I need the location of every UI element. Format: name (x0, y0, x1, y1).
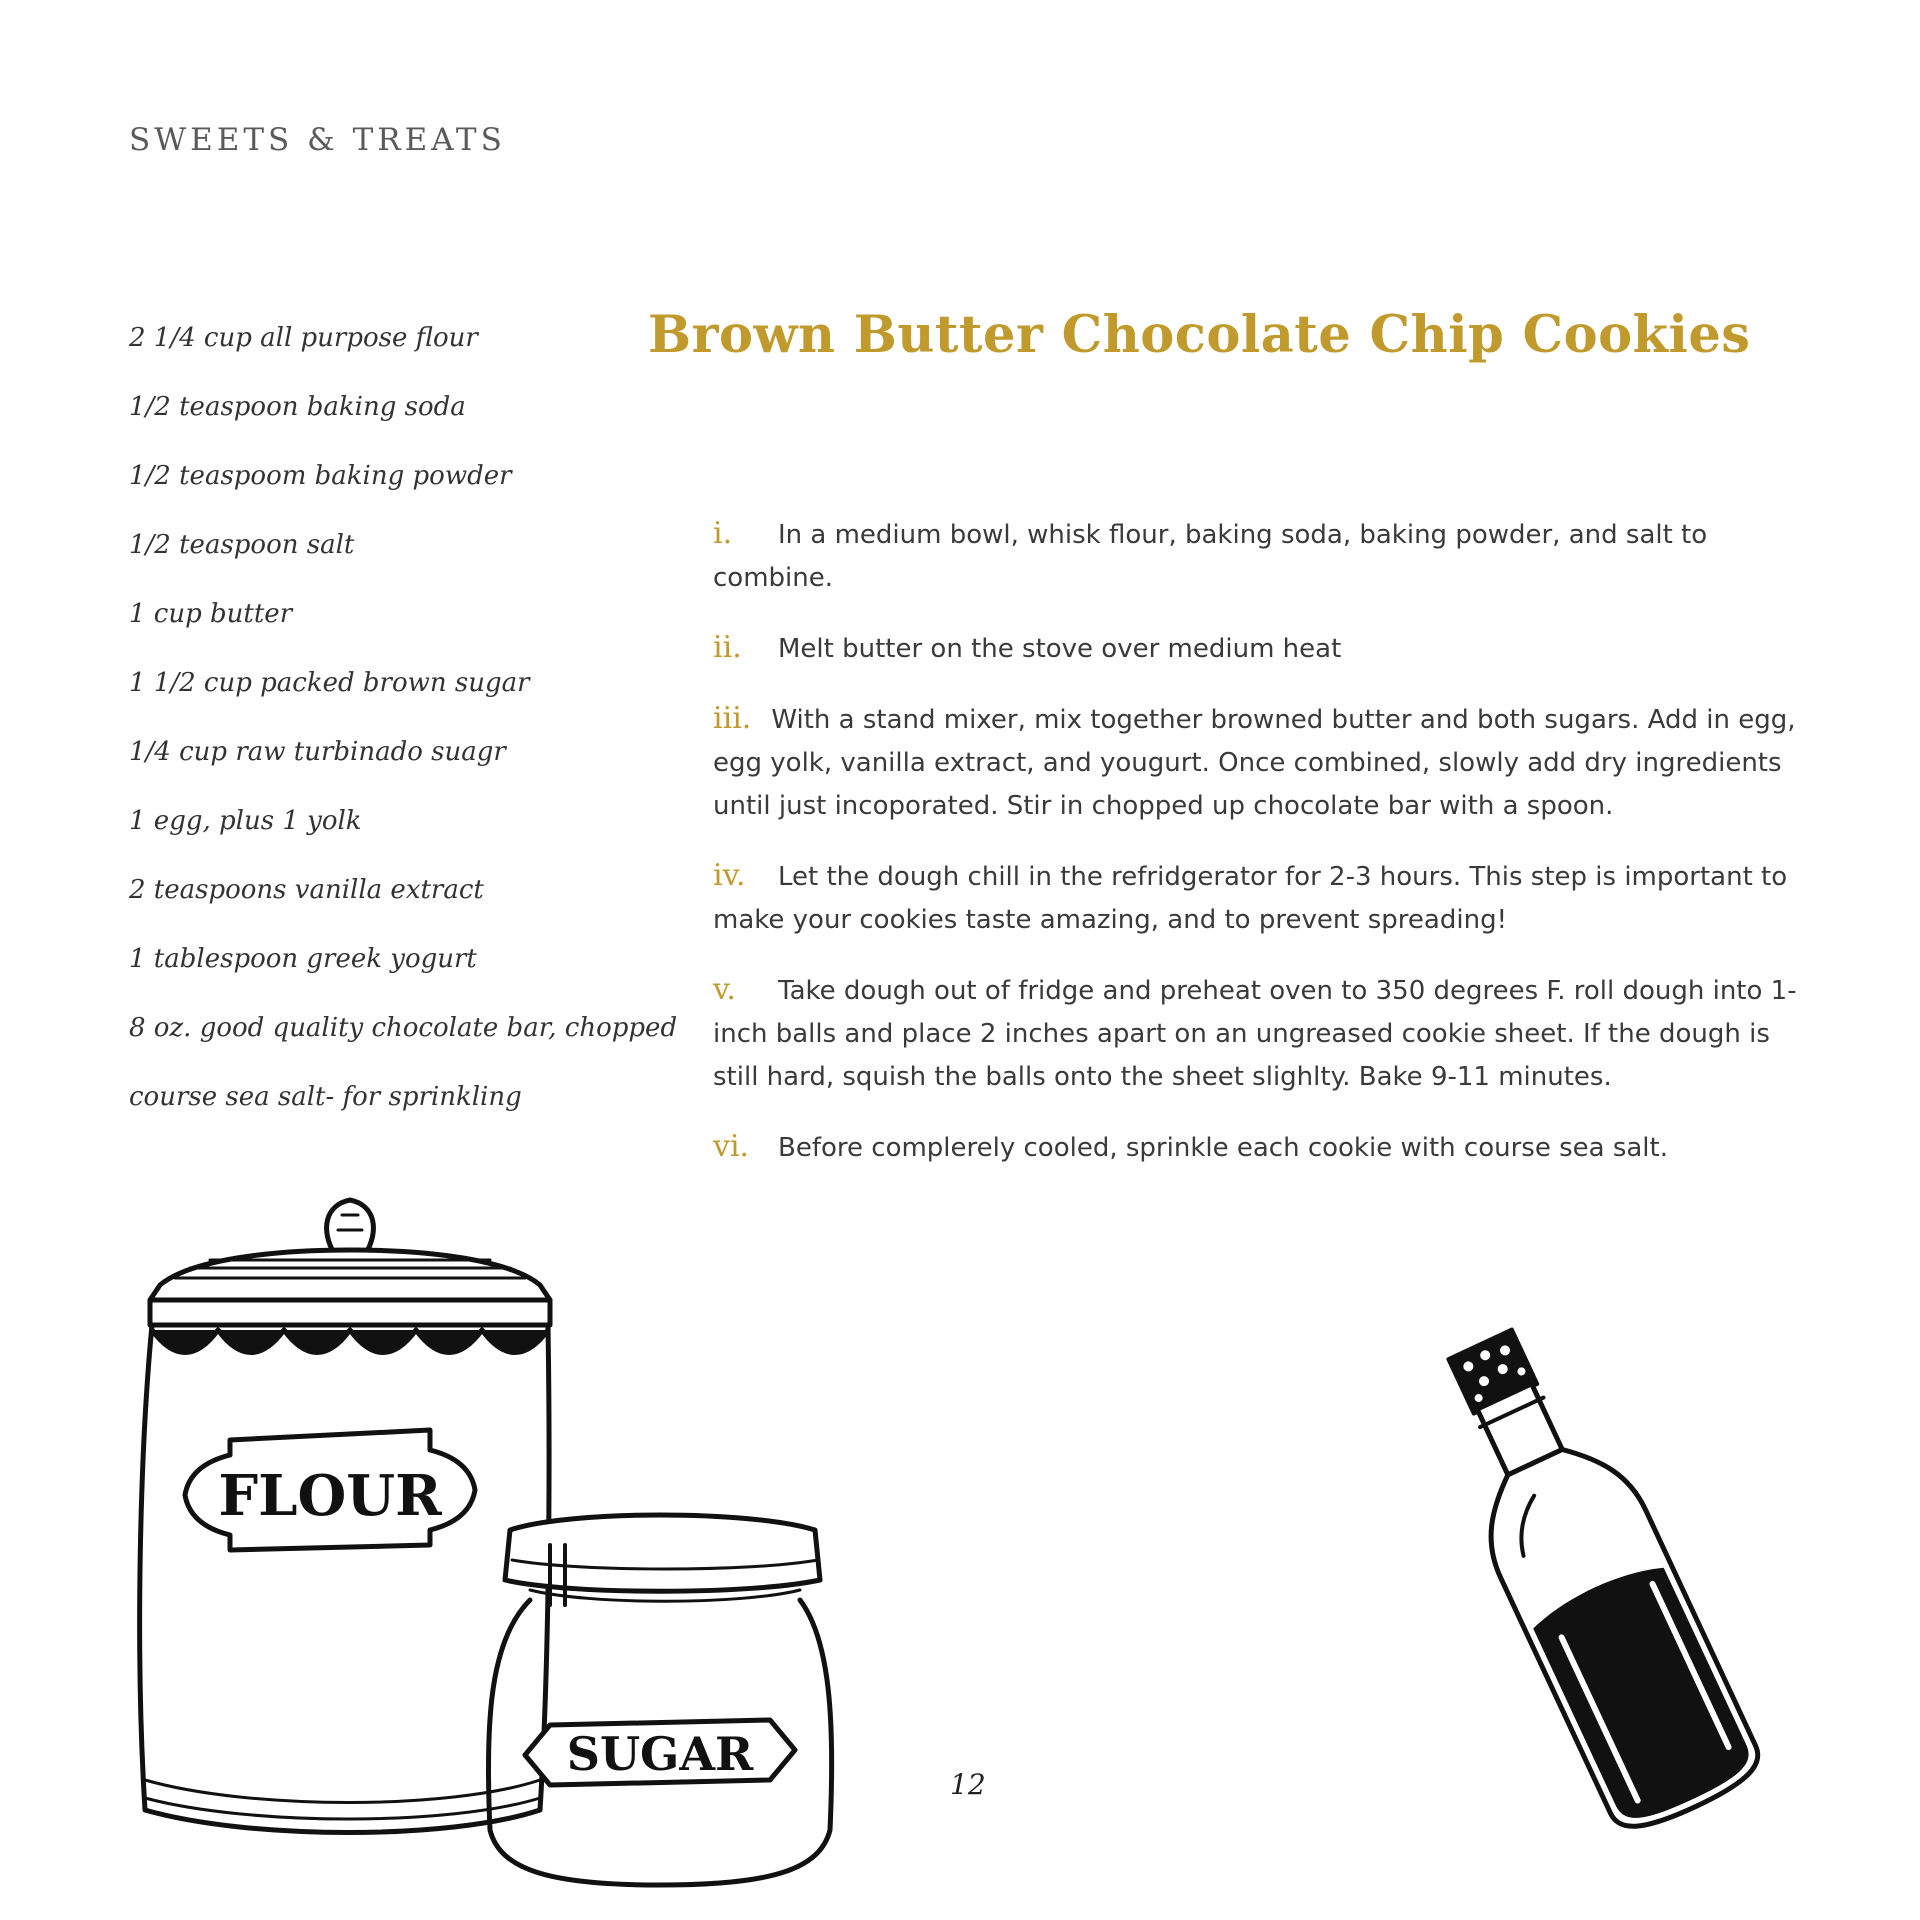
step-list (713, 512, 1823, 1196)
section-header: SWEETS & TREATS (129, 122, 506, 158)
ingredient-item: 2 1/4 cup all purpose flour (129, 323, 478, 353)
ingredient-item: 1/2 teaspoom baking powder (129, 461, 512, 491)
ingredient-item: course sea salt- for sprinkling (129, 1082, 522, 1112)
step-number: ii. (713, 630, 742, 665)
ingredient-item: 1/2 teaspoon salt (129, 530, 355, 560)
step-item (713, 512, 1823, 600)
ingredient-item: 1 cup butter (129, 599, 293, 629)
page-number: 12 (950, 1768, 986, 1801)
flour-label: FLOUR (218, 1463, 442, 1529)
step-text: Take dough out of fridge and preheat oven to 350 degrees F. roll dough into 1-inch balls and place 2 inches apart on an ungreased cookie sheet. If the dough is still hard, squish the balls onto the sheet slighlty. Bake 9-11 minutes. (713, 976, 1797, 1092)
step-item (713, 697, 1823, 828)
step-number: v. (713, 972, 736, 1007)
step-item (713, 1125, 1823, 1170)
step-number: i. (713, 516, 733, 551)
step-text: Let the dough chill in the refridgerator for 2-3 hours. This step is important to make your cookies taste amazing, and to prevent spreading! (713, 862, 1788, 935)
ingredient-item: 1 tablespoon greek yogurt (129, 944, 477, 974)
step-number: iv. (713, 858, 746, 893)
recipe-title: Brown Butter Chocolate Chip Cookies (648, 305, 1751, 365)
step-text: Before complerely cooled, sprinkle each cookie with course sea salt. (778, 1133, 1668, 1163)
step-item (713, 854, 1823, 942)
sugar-label: SUGAR (566, 1727, 754, 1781)
ingredient-item: 1 egg, plus 1 yolk (129, 806, 362, 836)
ingredient-item: 8 oz. good quality chocolate bar, chopped (129, 1013, 678, 1043)
sugar-jar-illustration (470, 1500, 850, 1900)
ingredient-item: 1/4 cup raw turbinado suagr (129, 737, 506, 767)
step-number: iii. (713, 701, 752, 736)
step-item (713, 968, 1823, 1099)
step-text: In a medium bowl, whisk flour, baking soda, baking powder, and salt to combine. (713, 520, 1708, 593)
step-text: With a stand mixer, mix together browned butter and both sugars. Add in egg, egg yolk, vanilla extract, and yougurt. Once combined, slowly add dry ingredients until just incoporated. Stir in chopped up chocolate bar with a spoon. (713, 705, 1796, 821)
ingredient-item: 2 teaspoons vanilla extract (129, 875, 484, 905)
step-text: Melt butter on the stove over medium heat (778, 634, 1342, 664)
ingredient-item: 1/2 teaspoon baking soda (129, 392, 466, 422)
ingredient-item: 1 1/2 cup packed brown sugar (129, 668, 530, 698)
step-item (713, 626, 1823, 671)
ingredient-list (129, 312, 689, 1140)
vanilla-bottle-illustration (1390, 1300, 1790, 1860)
step-number: vi. (713, 1129, 750, 1164)
